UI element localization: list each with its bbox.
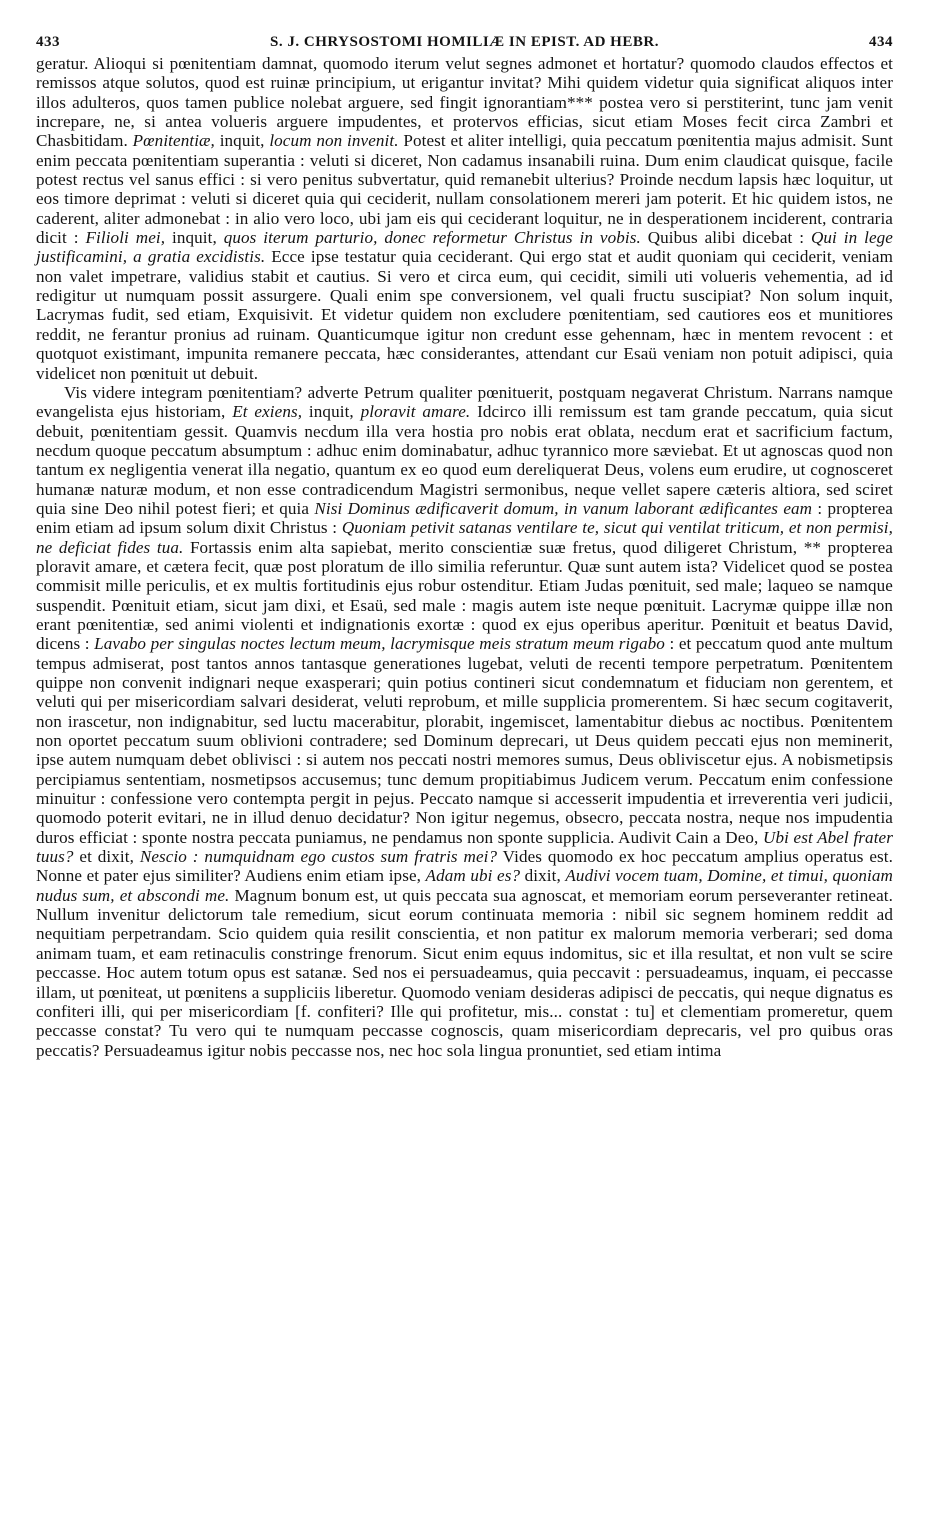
text-run: Potest et aliter intelligi, quia peccatum pœnitentia majus admisit. Sunt enim peccata pœnitentiam superantia : veluti si diceret, Non cadamus insanabili ruina. Dum enim claudicat quisque, facile potest rectus vel sanus effici : si vero penitus subvertatur, quid remanebit ulterius? Proinde necdum lapsis hæc loquitur, ut eos timore deprimat : veluti si diceret quia qui ceciderit, nullam consolationem mereri jam poterit. Et hic quidem istos, ne caderent, aliter admonebat : in alio vero loco, ubi jam eis qui ceciderant loquitur, ne in desperationem inciderent, contraria dicit : [36,131,893,248]
paragraph [36,383,893,1060]
italic-quotation: Quoniam petivit satanas ventilare te, sicut qui ventilat triticum, et non permisi, ne deficiat fides tua. [36,518,893,557]
text-run: Magnum bonum est, ut quis peccata sua agnoscat, et memoriam eorum perseveranter retineat. Nullum invenitur delictorum tale remedium, sicut eorum continuata memoria : nibil sic segnem hominem reddit ad nequitiam perpetrandam. Scio quidem quia resilit conscientia, et non patitur ex malorum memoria verberari; sed doma animam tuam, et eam retinaculis constringe frenorum. Sicut enim equus indomitus, sic et illa resultat, et non vult se scire peccasse. Hoc autem totum opus est satanæ. Sed nos ei persuadeamus, quia peccavit : persuadeamus, inquam, ei peccasse illam, ut pœniteat, ut pœnitens a suppliciis liberetur. Quomodo veniam desideras adipisci de peccatis, qui neque dignatus es confiteri illi, qui per misericordiam [f. confiteri? Ille qui profitetur, mis... constat : tu] et clementiam promeretur, quem peccasse constat? Tu vero qui te numquam peccasse cognoscis, quam misericordiam deprecaris, vel pro quibus oras peccatis? Persuadeamus igitur nobis peccasse nos, nec hoc sola lingua pronuntiet, sed etiam intima [36,885,893,1060]
text-run: inquit, [214,131,270,151]
italic-quotation: Et exiens, [232,402,303,422]
paragraph [36,54,893,383]
page-number-left: 433 [36,34,60,50]
text-run: geratur. Alioqui si pœnitentiam damnat, quomodo iterum velut segnes admonet et hortatur? quomodo claudos effectos et remissos atque solutos, quod est ruinæ principium, ut erigantur invitat? Mihi quidem videtur quia significat aliquos inter illos adulteros, quos tamen publice nolebat arguere, sed fingit ignorantiam*** postea vero si perstiterint, tunc jam venit increpare, ne, si antea volueris arguere impudentes, et protervos efficias, sicut etiam Moses fecit circa Zambri et Chasbitidam. [36,54,893,151]
italic-quotation: Lavabo per singulas noctes lectum meum, lacrymisque meis stratum meum rigabo [94,634,665,654]
text-run: Quibus alibi dicebat : [640,228,811,248]
text-run: inquit, [302,402,361,422]
text-run: : propterea enim etiam ad ipsum solum dixit Christus : [36,498,893,538]
text-run: inquit, [165,228,224,248]
page-header [36,30,893,54]
text-run: dixit, [520,866,566,886]
italic-quotation: quos iterum parturio, donec reformetur Christus in vobis. [223,228,641,248]
italic-quotation: Audivi vocem tuam, Domine, et timui, quoniam nudus sum, et abscondi me. [36,866,894,905]
italic-quotation: Filioli mei, [85,228,166,248]
text-run: Vis videre integram pœnitentiam? adverte Petrum qualiter pœnituerit, postquam negaverat Christum. Narrans namque evangelista ejus historiam, [36,382,893,422]
text-run: Ecce ipse testatur quia ceciderant. Qui ergo stat et audit quoniam qui ceciderit, veniam non valet impetrare, validius stabit et cautius. Si vero et circa eum, qui cecidit, simili uti volueris vehementia, ad id redigitur ut numquam possit assurgere. Quali enim spe conversionem, vel quali fructu suscipiat? Non solum inquit, Lacrymas fudit, sed etiam, Exquisivit. Et videtur quidem non excludere pœnitentiam, sed cautiores eos et munitiores reddit, ne ferantur pronius ad ruinam. Quanticumque igitur non credunt esse gehennam, hæc in mentem revocent : et quotquot existimant, impunita remanere peccata, hæc considerantes, attendant cur Esaü veniam non potuit adipisci, quia videlicet non pœnituit ut debuit. [36,247,893,383]
text-run: et dixit, [73,847,140,867]
body-text [36,54,893,1060]
text-run: Fortassis enim alta sapiebat, merito conscientiæ suæ fretus, quod diligeret Christum, ** propterea ploravit amare, et cætera fecit, quæ post ploratum de illo similia referuntur. Quæ sunt autem ista? Videlicet quod se postea commisit mille periculis, et ex multis fortitudinis ejus robur ostenditur. Etiam Judas pœnituit, sed male; laqueo se namque suspendit. Pœnituit etiam, sicut jam dixi, et Esaü, sed male : magis autem iste neque pœnituit. Lacrymæ quippe illæ non erant pœnitentiæ, sed animi violenti et indignationis exortæ : quod ex ejus operibus aperitur. Pœnituit et beatus David, dicens : [36,537,893,654]
page-number-right: 434 [869,34,893,50]
text-run: : et peccatum quod ante multum tempus admiserat, post tantos annos tantasque generationes lugebat, veluti de recenti tempore perpetratum. Pœnitentem quippe non convenit indignari neque exasperari; quin potius contineri sicut condemnatum et fiduciam non gerentem, et veluti qui per misericordiam salvari desiderat, veluti reprobum, et mille supplicia promerentem. Si hæc secum cogitaverit, non irascetur, non indignabitur, sed luctu macerabitur, plorabit, ingemiscet, lamentabitur diebus ac noctibus. Pœnitentem non oportet peccatum suum oblivioni contradere; sed Dominum deprecari, ut Deus quidem peccati ejus non meminerit, ipse autem numquam debet oblivisci : si autem nos peccati nostri memores sumus, Deus obliviscetur ejus. A nobismetipsis percipiamus sententiam, nosmetipsos accusemus; tunc demum propitiabimus Judicem verum. Peccatum enim confessione minuitur : confessione vero contempta pergit in pejus. Peccato namque si accesserit impudentia et irreverentia veri judicii, quomodo poterit evitari, ne in illud denuo decidatur? Non igitur negemus, obsecro, peccata nostra, neque nos impudentia duros efficiat : sponte nostra peccata puniamus, ne pendamus non sponte supplicia. Audivit Cain a Deo, [36,634,893,847]
running-title: S. J. CHRYSOSTOMI HOMILIÆ IN EPIST. AD HEBR. [270,34,659,50]
italic-quotation: Pœnitentiæ, [132,131,215,151]
italic-quotation: ploravit amare. [360,402,471,422]
italic-quotation: locum non invenit. [269,131,399,151]
italic-quotation: Nescio : numquidnam ego custos sum fratris mei? [139,847,498,867]
text-run: Idcirco illi remissum est tam grande peccatum, quia sicut debuit, pœnitentiam gessit. Quamvis necdum illa vera hostia pro nobis erat oblata, necdum erat et sacrificium factum, necdum quoque peccatum absumptum : adhuc enim dominabatur, adhuc tyrannico more sæviebat. Et ut agnoscas quod non tantum ex negligentia venerat illa negatio, quantum ex eo quod eum dereliquerat Deus, volens eum erudire, ut cognosceret humanæ naturæ modum, et non esse contradicendum Magistri sermonibus, neque vellet sapere cæteris altiora, sed sciret quia sine Deo nihil potest fieri; et quia [36,402,894,518]
italic-quotation: Qui in lege justificamini, a gratia excidistis. [36,228,893,267]
text-run: Vides quomodo ex hoc peccatum amplius operatus est. Nonne et pater ejus similiter? Audiens enim etiam ipse, [36,847,893,886]
italic-quotation: Nisi Dominus ædificaverit domum, in vanum laborant ædificantes eam [314,498,813,518]
italic-quotation: Ubi est Abel frater tuus? [36,827,893,867]
italic-quotation: Adam ubi es? [425,866,521,886]
